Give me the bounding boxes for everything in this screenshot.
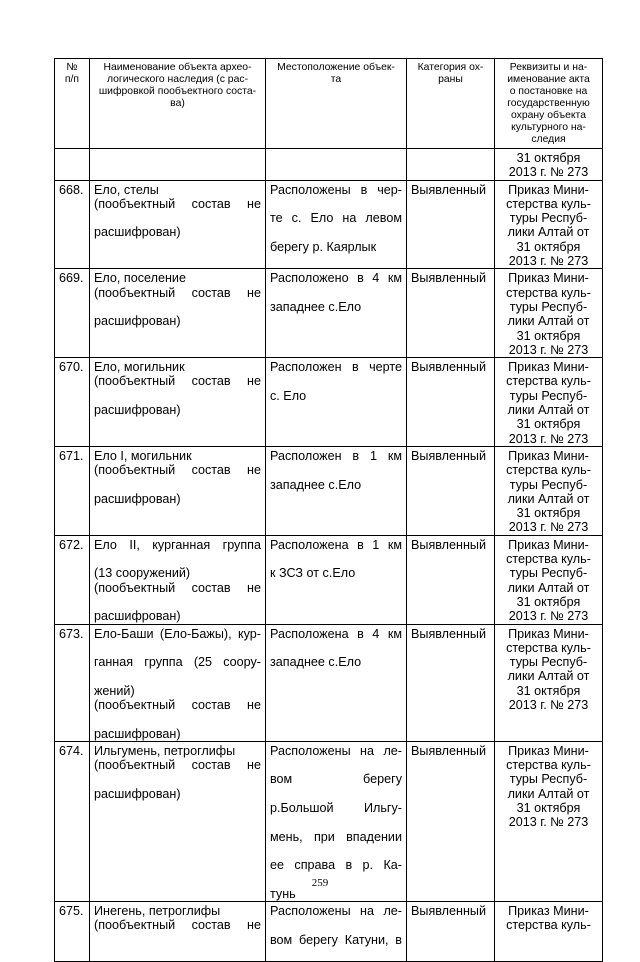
cell-category: Выявленный — [407, 624, 495, 741]
cell-act: Приказ Мини- стерства куль- туры Респуб- лики Алтай от 31 октября 2013 г. № 273 — [495, 741, 603, 901]
cell-number: 670. — [55, 358, 90, 447]
cell-category: Выявленный — [407, 741, 495, 901]
cell-number — [55, 149, 90, 181]
cell-number: 671. — [55, 446, 90, 535]
header-location: Местоположение объек- та — [266, 59, 407, 149]
cell-object-name: Ело I, могильник (пообъектный состав не расшифрован) — [90, 446, 266, 535]
table-row — [55, 624, 603, 741]
cell-act: Приказ Мини- стерства куль- туры Респуб- лики Алтай от 31 октября 2013 г. № 273 — [495, 269, 603, 358]
cell-category: Выявленный — [407, 269, 495, 358]
cell-number: 673. — [55, 624, 90, 741]
cell-act: 31 октября 2013 г. № 273 — [495, 149, 603, 181]
cell-object-name: Ело-Баши (Ело-Бажы), кур- ганная группа (25 соору- жений) (пообъектный состав не расшифрован) — [90, 624, 266, 741]
cell-location: Расположены в чер- те с. Ело на левом берегу р. Каярлык — [266, 180, 407, 269]
cell-object-name: Ильгумень, петроглифы (пообъектный состав не расшифрован) — [90, 741, 266, 901]
header-object-name: Наименование объекта архео- логического наследия (с рас- шифровкой пообъектного соста- ва) — [90, 59, 266, 149]
cell-location: Расположена в 4 км западнее с.Ело — [266, 624, 407, 741]
table-row — [55, 180, 603, 269]
cell-act: Приказ Мини- стерства куль- — [495, 902, 603, 962]
cell-number: 672. — [55, 535, 90, 624]
cell-location: Расположен в черте с. Ело — [266, 358, 407, 447]
cell-act: Приказ Мини- стерства куль- туры Респуб- лики Алтай от 31 октября 2013 г. № 273 — [495, 358, 603, 447]
cell-number: 675. — [55, 902, 90, 962]
cell-category: Выявленный — [407, 180, 495, 269]
cell-object-name: Инегень, петроглифы (пообъектный состав не — [90, 902, 266, 962]
cell-act: Приказ Мини- стерства куль- туры Респуб- лики Алтай от 31 октября 2013 г. № 273 — [495, 535, 603, 624]
cell-number: 674. — [55, 741, 90, 901]
cell-object-name — [90, 149, 266, 181]
cell-category: Выявленный — [407, 358, 495, 447]
cell-category — [407, 149, 495, 181]
cell-act: Приказ Мини- стерства куль- туры Респуб- лики Алтай от 31 октября 2013 г. № 273 — [495, 180, 603, 269]
table-row — [55, 446, 603, 535]
cell-location — [266, 149, 407, 181]
header-number: № п/п — [55, 59, 90, 149]
cell-location: Расположен в 1 км западнее с.Ело — [266, 446, 407, 535]
cell-category: Выявленный — [407, 902, 495, 962]
table-row — [55, 358, 603, 447]
cell-location: Расположены на ле- вом берегу Катуни, в — [266, 902, 407, 962]
cell-location: Расположена в 1 км к ЗСЗ от с.Ело — [266, 535, 407, 624]
cell-category: Выявленный — [407, 535, 495, 624]
cell-object-name: Ело, поселение (пообъектный состав не расшифрован) — [90, 269, 266, 358]
page-number: 259 — [311, 877, 329, 889]
cell-object-name: Ело, могильник (пообъектный состав не расшифрован) — [90, 358, 266, 447]
cell-number: 669. — [55, 269, 90, 358]
table-row — [55, 902, 603, 962]
table-row — [55, 269, 603, 358]
header-protection-category: Категория ох- раны — [407, 59, 495, 149]
cell-location: Расположены на ле- вом берегу р.Большой Ильгу- мень, при впадении ее справа в р. Ка- тунь — [266, 741, 407, 901]
heritage-register-table — [54, 58, 603, 962]
cell-location: Расположено в 4 км западнее с.Ело — [266, 269, 407, 358]
cell-category: Выявленный — [407, 446, 495, 535]
cell-object-name: Ело II, курганная группа (13 сооружений) (пообъектный состав не расшифрован) — [90, 535, 266, 624]
cell-number: 668. — [55, 180, 90, 269]
table-header-row — [55, 59, 603, 149]
cell-act: Приказ Мини- стерства куль- туры Респуб- лики Алтай от 31 октября 2013 г. № 273 — [495, 446, 603, 535]
cell-act: Приказ Мини- стерства куль- туры Респуб- лики Алтай от 31 октября 2013 г. № 273 — [495, 624, 603, 741]
continuation-row — [55, 149, 603, 181]
header-act-details: Реквизиты и на- именование акта о постановке на государственную охрану объекта культурного на- следия — [495, 59, 603, 149]
table-row — [55, 535, 603, 624]
cell-object-name: Ело, стелы (пообъектный состав не расшифрован) — [90, 180, 266, 269]
